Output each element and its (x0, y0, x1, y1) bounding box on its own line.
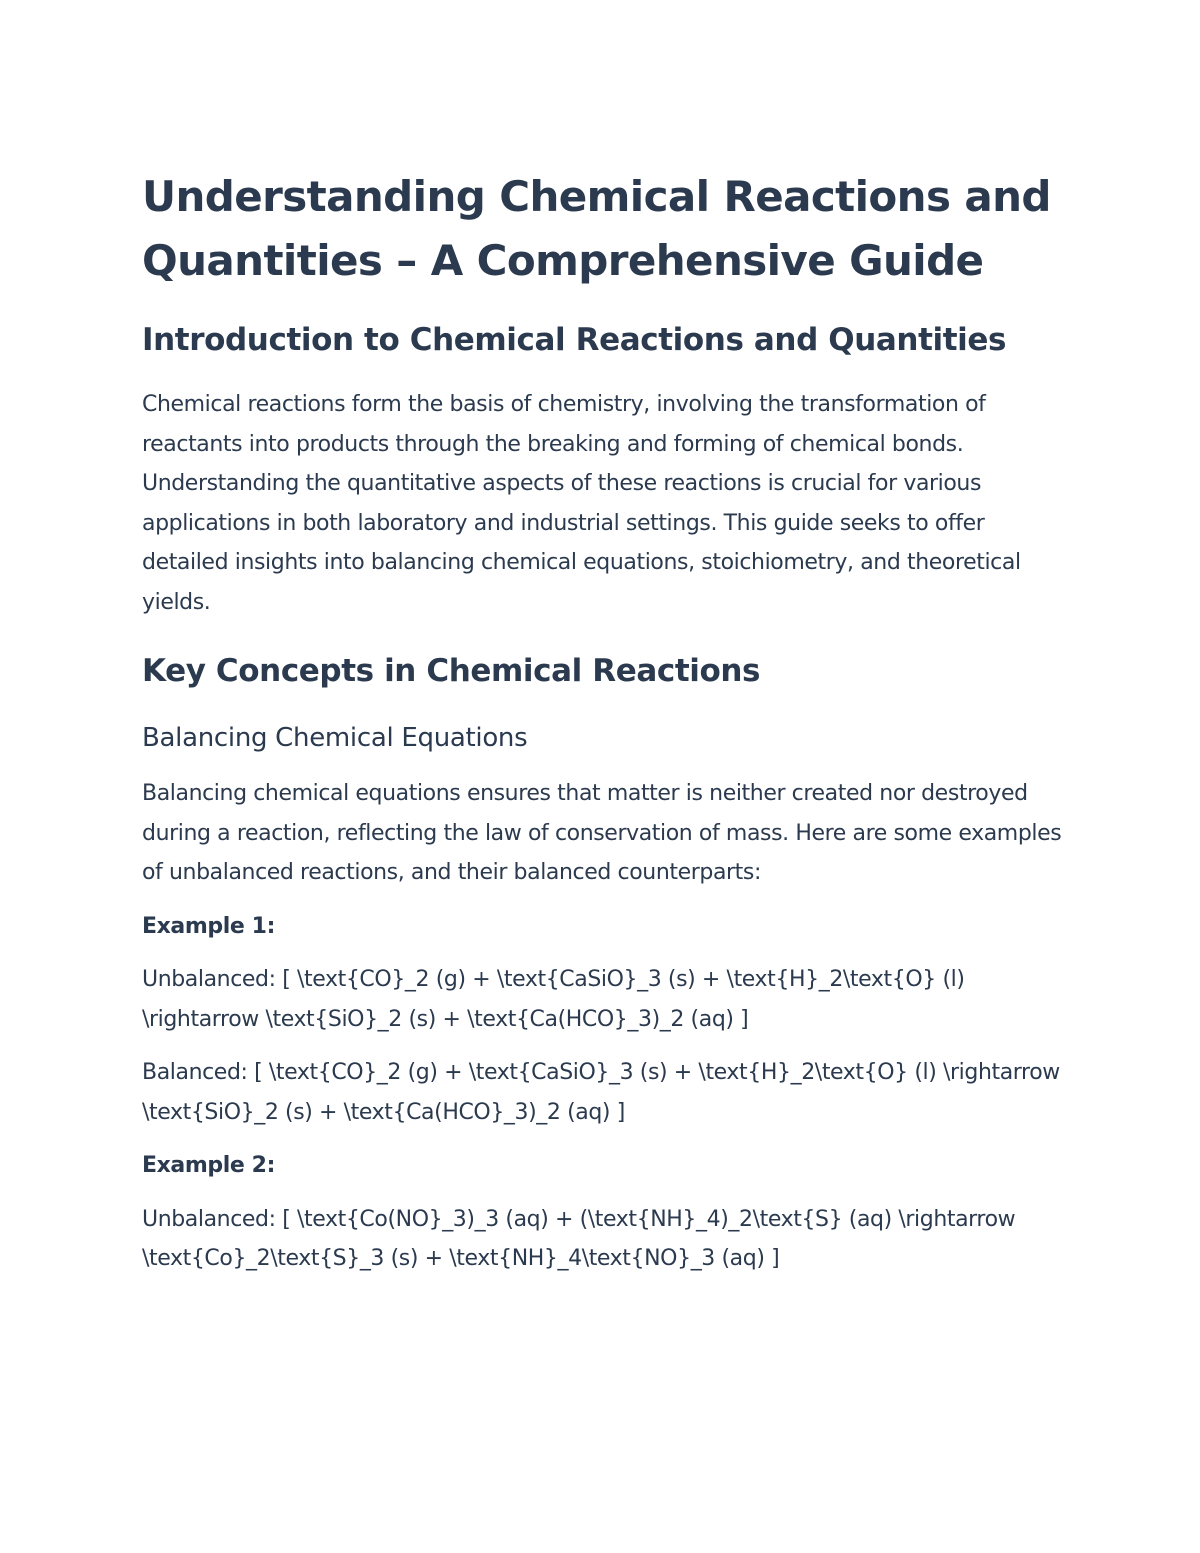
intro-paragraph: Chemical reactions form the basis of chemistry, involving the transformation of reactants into products through the breaking and forming of chemical bonds. Understanding the quantitative aspects of these reactions is crucial for various applications in both laboratory and industrial settings. This guide seeks to offer detailed insights into balancing chemical equations, stoichiometry, and theoretical yields. (142, 392, 1021, 615)
key-concepts-heading: Key Concepts in Chemical Reactions (142, 653, 761, 689)
example-1-unbalanced: Unbalanced: [ \text{CO}_2 (g) + \text{CaSiO}_3 (s) + \text{H}_2\text{O} (l) \rightarrow \text{SiO}_2 (s) + \text{Ca(HCO}_3)_2 (aq) ] (142, 967, 965, 1032)
intro-heading: Introduction to Chemical Reactions and Quantities (142, 322, 1007, 358)
example-2-unbalanced: Unbalanced: [ \text{Co(NO}_3)_3 (aq) + (\text{NH}_4)_2\text{S} (aq) \rightarrow \text{Co}_2\text{S}_3 (s) + \text{NH}_4\text{NO}_3 (aq) ] (142, 1206, 1016, 1271)
balancing-subheading: Balancing Chemical Equations (142, 723, 528, 753)
balancing-paragraph: Balancing chemical equations ensures that matter is neither created nor destroyed during a reaction, reflecting the law of conservation of mass. Here are some examples of unbalanced reactions, and their balanced counterparts: (142, 781, 1062, 885)
document-title: Understanding Chemical Reactions and Quantities – A Comprehensive Guide (142, 172, 1051, 285)
example-1-balanced: Balanced: [ \text{CO}_2 (g) + \text{CaSiO}_3 (s) + \text{H}_2\text{O} (l) \rightarrow \text{SiO}_2 (s) + \text{Ca(HCO}_3)_2 (aq) ] (142, 1060, 1060, 1125)
document-page (142, 165, 1072, 1279)
example-1-label: Example 1: (142, 913, 275, 939)
example-2-label: Example 2: (142, 1153, 275, 1178)
